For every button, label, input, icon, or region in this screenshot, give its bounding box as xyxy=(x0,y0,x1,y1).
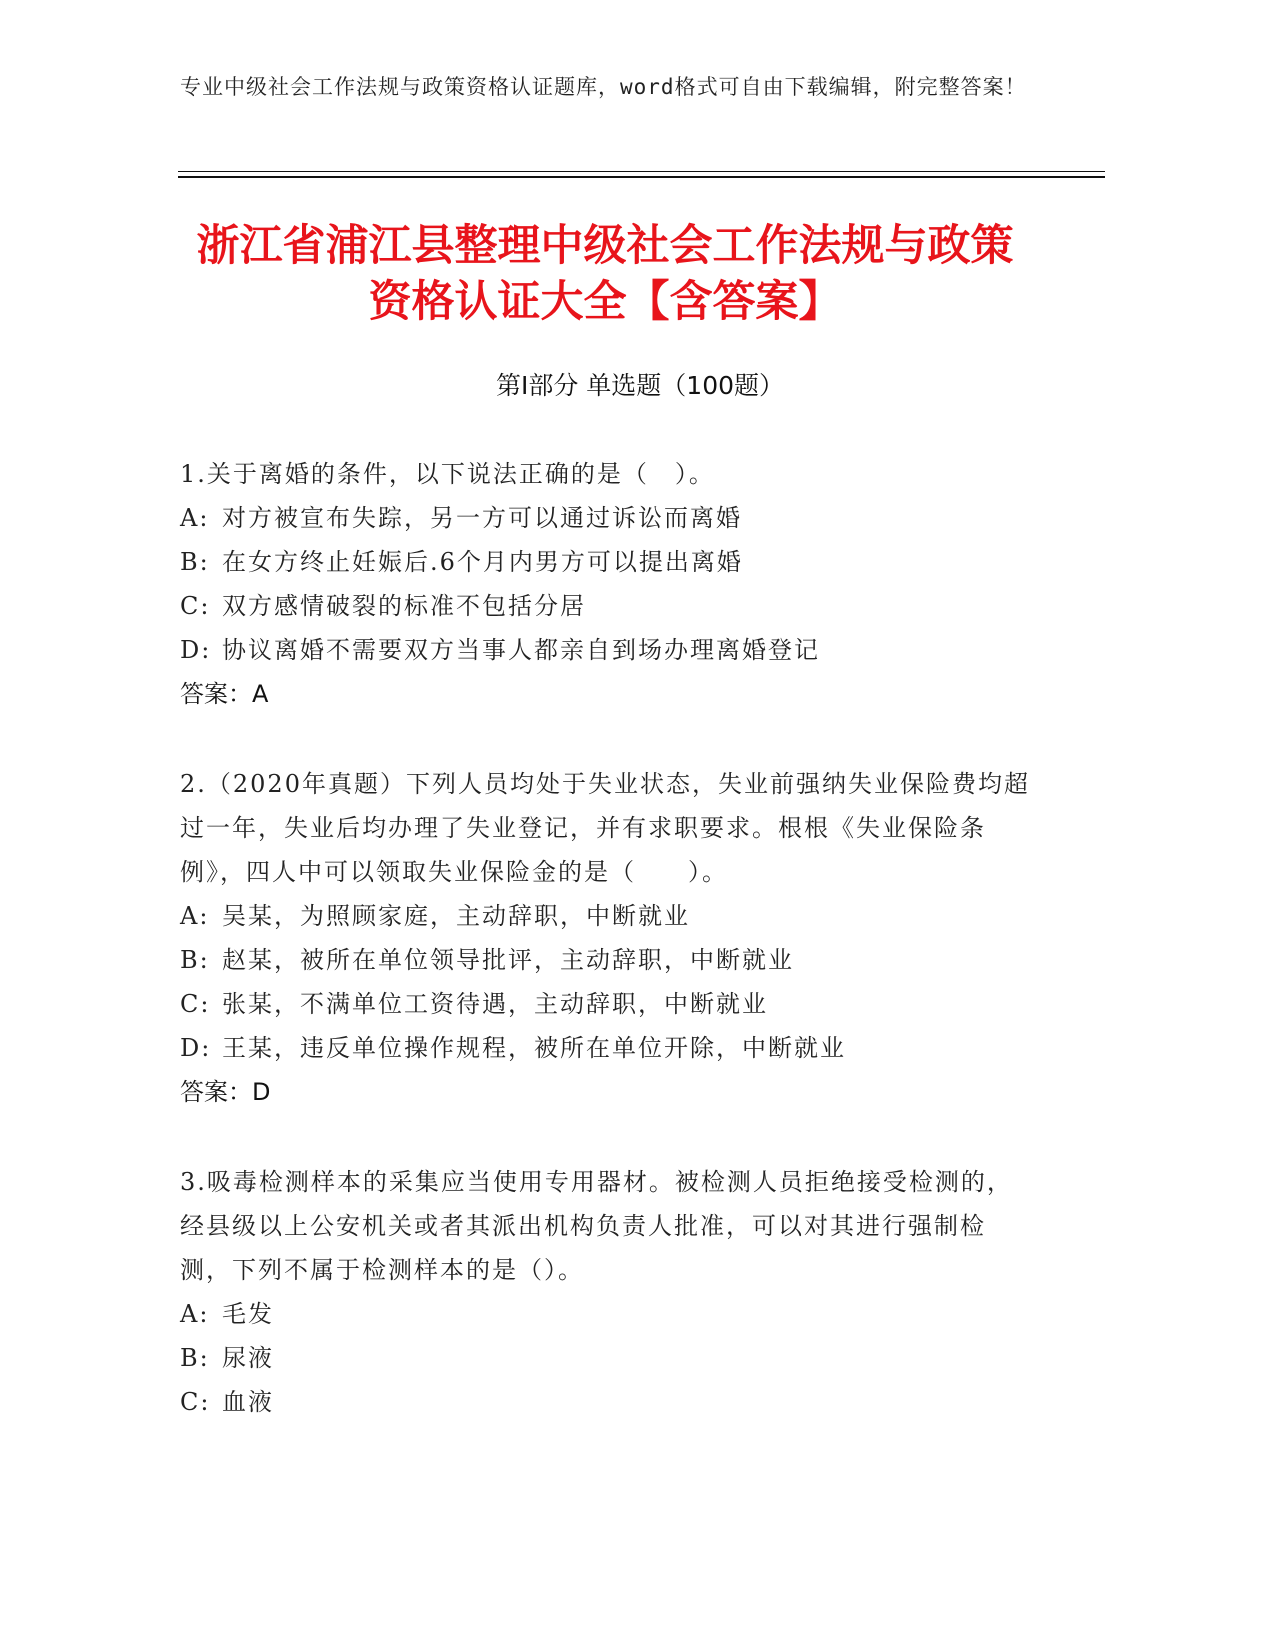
document-title xyxy=(150,218,1060,330)
option-letter: C: xyxy=(180,990,211,1018)
option-text: 尿液 xyxy=(222,1344,274,1372)
option-letter: C: xyxy=(180,1388,211,1416)
option-letter: A: xyxy=(180,504,210,532)
option-d xyxy=(180,1026,1030,1070)
question-list xyxy=(180,452,1030,1470)
header-divider-thick xyxy=(178,176,1105,178)
option-text: 对方被宣布失踪，另一方可以通过诉讼而离婚 xyxy=(222,504,742,532)
question-stem: 3.吸毒检测样本的采集应当使用专用器材。被检测人员拒绝接受检测的，经县级以上公安机关或者其派出机构负责人批准，可以对其进行强制检测，下列不属于检测样本的是（）。 xyxy=(180,1168,1013,1284)
option-c xyxy=(180,1380,1030,1424)
option-text: 协议离婚不需要双方当事人都亲自到场办理离婚登记 xyxy=(222,636,820,664)
option-text: 血液 xyxy=(222,1388,274,1416)
question-2 xyxy=(180,762,1030,1114)
option-text: 在女方终止妊娠后.6个月内男方可以提出离婚 xyxy=(222,548,743,576)
option-letter: C: xyxy=(180,592,211,620)
question-stem: 1.关于离婚的条件，以下说法正确的是（ ）。 xyxy=(180,460,715,488)
header-divider-thin xyxy=(178,171,1105,172)
option-text: 王某，违反单位操作规程，被所在单位开除，中断就业 xyxy=(222,1034,846,1062)
option-a xyxy=(180,894,1030,938)
question-3 xyxy=(180,1160,1030,1424)
option-b xyxy=(180,1336,1030,1380)
answer-line: 答案：D xyxy=(180,1078,271,1106)
question-1 xyxy=(180,452,1030,716)
option-a xyxy=(180,1292,1030,1336)
option-letter: B: xyxy=(180,1344,210,1372)
option-letter: D: xyxy=(180,636,212,664)
option-letter: B: xyxy=(180,946,210,974)
option-a xyxy=(180,496,1030,540)
option-d xyxy=(180,628,1030,672)
option-text: 双方感情破裂的标准不包括分居 xyxy=(222,592,586,620)
option-text: 吴某，为照顾家庭，主动辞职，中断就业 xyxy=(222,902,690,930)
header-note: 专业中级社会工作法规与政策资格认证题库，word格式可自由下载编辑，附完整答案！ xyxy=(180,75,1027,99)
option-letter: D: xyxy=(180,1034,212,1062)
option-b xyxy=(180,938,1030,982)
option-c xyxy=(180,584,1030,628)
document-title-line-1: 浙江省浦江县整理中级社会工作法规与政策 xyxy=(196,221,1014,271)
option-text: 张某，不满单位工资待遇，主动辞职，中断就业 xyxy=(222,990,768,1018)
question-stem: 2.（2020年真题）下列人员均处于失业状态，失业前强纳失业保险费均超过一年，失业后均办理了失业登记，并有求职要求。根根《失业保险条例》，四人中可以领取失业保险金的是（ ）。 xyxy=(180,770,1030,886)
option-letter: A: xyxy=(180,1300,210,1328)
document-title-line-2: 资格认证大全【含答案】 xyxy=(368,277,842,327)
option-b xyxy=(180,540,1030,584)
option-letter: A: xyxy=(180,902,210,930)
option-text: 赵某，被所在单位领导批评，主动辞职，中断就业 xyxy=(222,946,794,974)
section-heading: 第Ⅰ部分 单选题（100题） xyxy=(495,371,785,400)
answer-line: 答案：A xyxy=(180,680,269,708)
option-letter: B: xyxy=(180,548,210,576)
option-c xyxy=(180,982,1030,1026)
option-text: 毛发 xyxy=(222,1300,274,1328)
